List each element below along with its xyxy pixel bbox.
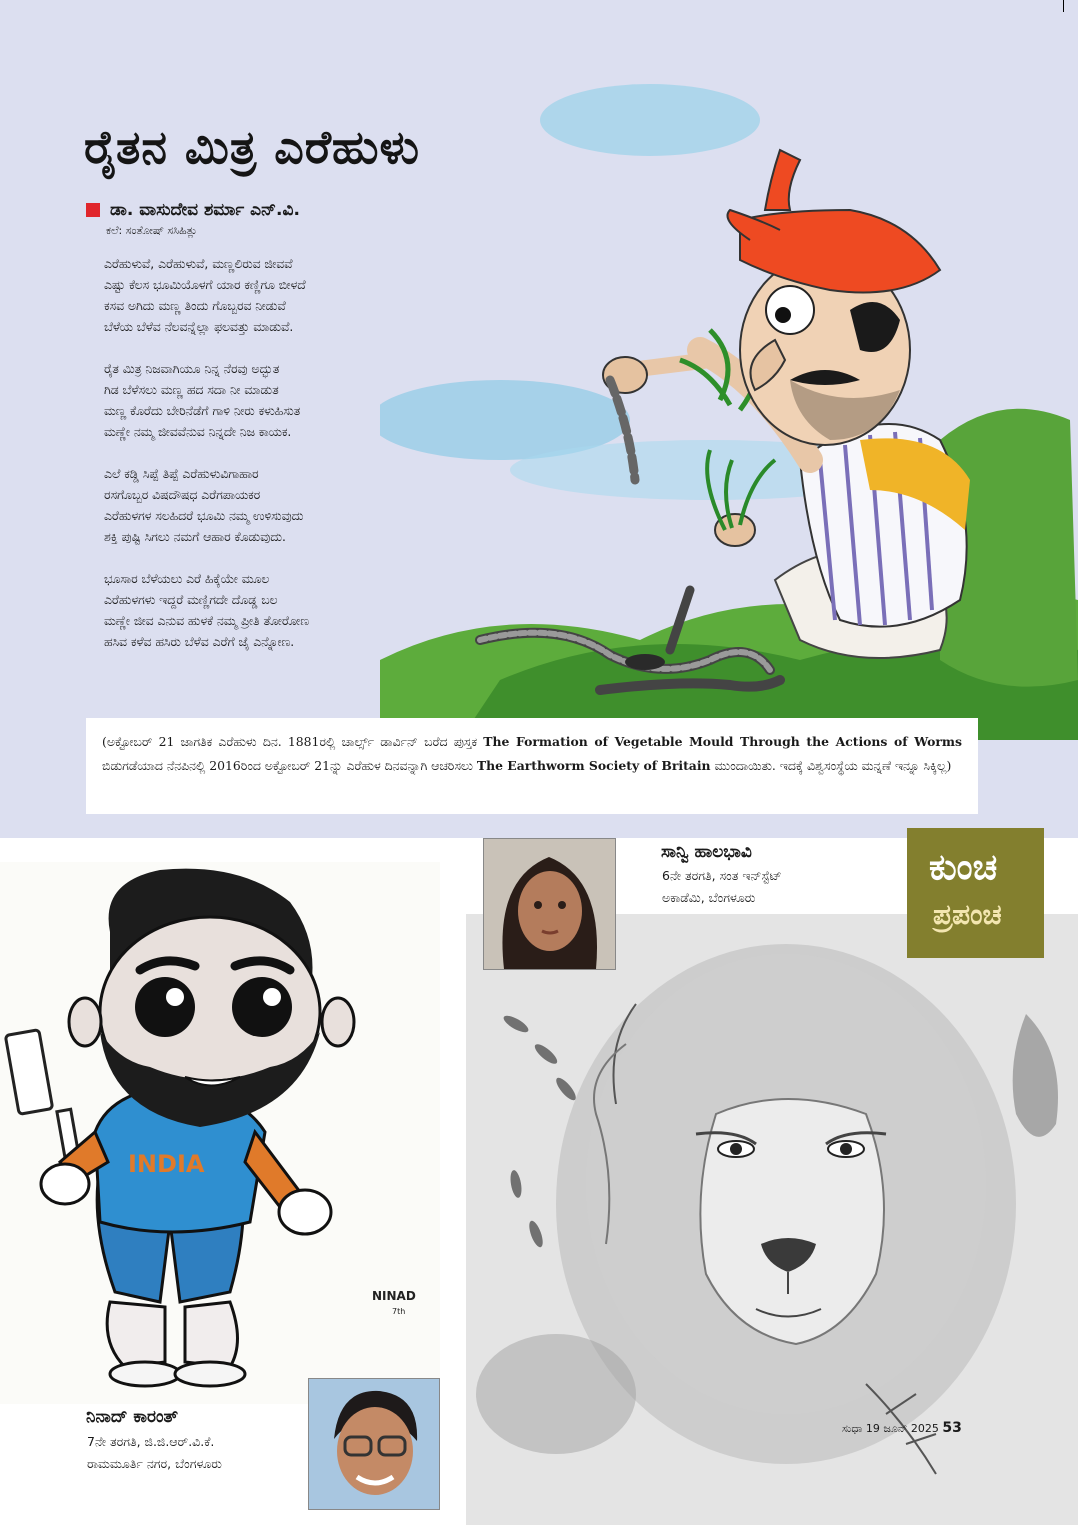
left-artist-name: ನಿನಾದ್ ಕಾರಂತ್ <box>86 1407 179 1427</box>
cricketer-drawing-art <box>0 862 440 1404</box>
poem-line: ಕಸವ ಅಗಿದು ಮಣ್ಣ ತಿಂದು ಗೊಬ್ಬರವ ನೀಡುವೆ <box>104 299 286 313</box>
right-artist-name: ಸಾನ್ವಿ ಹಾಲಭಾವಿ <box>661 842 752 862</box>
artist-signature: NINAD <box>372 1289 416 1303</box>
kuncha-prapancha-badge <box>907 828 1044 958</box>
note-society-name: The Earthworm Society of Britain <box>476 758 711 773</box>
art-credit: ಕಲೆ: ಸಂತೋಷ್ ಸಸಿಹಿತ್ಲು <box>106 224 198 237</box>
badge-word: ಪ್ರಪಂಚ <box>933 898 1002 931</box>
left-artist-detail: 7ನೇ ತರಗತಿ, ಜಿ.ಜಿ.ಆರ್.ವಿ.ಕೆ. <box>87 1434 215 1449</box>
badge-word: ಕುಂಚ <box>929 846 998 888</box>
artist-photo-boy <box>308 1378 440 1510</box>
magazine-date: ಸುಧಾ 19 ಜೂನ್ 2025 <box>842 1422 939 1435</box>
boy-portrait <box>309 1379 439 1509</box>
poem-stanza <box>104 254 434 338</box>
author-name: ಡಾ. ವಾಸುದೇವ ಶರ್ಮಾ ಎನ್‌.ವಿ. <box>110 200 300 220</box>
poem-line: ಎರೆಹುಳುವೆ, ಎರೆಹುಳುವೆ, ಮಣ್ಣಲಿರುವ ಜೀವವೆ <box>104 257 293 271</box>
poem-line: ಎರೆಹುಳಗಳ ಸಲಹಿದರೆ ಭೂಮಿ ನಮ್ಮ ಉಳಿಸುವುದು <box>104 509 304 523</box>
poem-line: ಮಣ್ಣೇ ನಮ್ಮ ಜೀವವೆನುವ ನಿನ್ನದೇ ನಿಜ ಕಾಯಕ. <box>104 425 292 439</box>
poem-line: ರೈತ ಮಿತ್ರ ನಿಜವಾಗಿಯೂ ನಿನ್ನ ನೆರವು ಅದ್ಭುತ <box>104 362 280 376</box>
crop-mark <box>1063 0 1064 12</box>
poem-line: ಮಣ್ಣ ಕೊರೆದು ಬೇರಿನೆಡೆಗೆ ಗಾಳಿ ನೀರು ಕಳುಹಿಸುತ <box>104 404 301 418</box>
poem-line: ಎರೆಹುಳಗಳು ಇದ್ದರೆ ಮಣ್ಣಿಗದೇ ದೊಡ್ಡ ಬಲ <box>104 593 278 607</box>
cricketer-drawing <box>0 862 440 1404</box>
poem-line: ಶಕ್ತಿ ಪುಷ್ಟಿ ಸಿಗಲು ನಮಗೆ ಆಹಾರ ಕೊಡುವುದು. <box>104 530 286 544</box>
poem-line: ಎಲೆ ಕಡ್ಡಿ ಸಿಪ್ಪೆ ತಿಪ್ಪೆ ಎರೆಹುಳುವಿಗಾಹಾರ <box>104 467 259 481</box>
page-number: 53 <box>942 1420 962 1436</box>
poem-stanza <box>104 569 434 653</box>
lion-sketch-drawing <box>466 914 1078 1525</box>
right-artist-detail: ಅಕಾಡೆಮಿ, ಬೆಂಗಳೂರು <box>662 890 756 905</box>
girl-portrait <box>484 839 615 969</box>
poem-line: ಮಣ್ಣೇ ಜೀವ ಎನುವ ಹುಳಕೆ ನಮ್ಮ ಪ್ರೀತಿ ತೋರೋಣ <box>104 614 309 628</box>
jersey-text: INDIA <box>128 1150 205 1178</box>
poem-stanza <box>104 359 434 443</box>
earthworm-day-note <box>86 718 978 814</box>
note-text: (ಅಕ್ಟೋಬರ್ 21 ಜಾಗತಿಕ ಎರೆಹುಳು ದಿನ. 1881ರಲ್ಲಿ ಚಾರ್ಲ್ಸ್ ಡಾರ್ವಿನ್ ಬರೆದ ಪುಸ್ತಕ <box>102 734 484 749</box>
farmer-earthworm-illustration <box>380 60 1078 740</box>
note-text: ಬಿಡುಗಡೆಯಾದ ನೆನಪಿನಲ್ಲಿ 2016ರಿಂದ ಅಕ್ಟೋಬರ್ 21ನ್ನು ಎರೆಹುಳ ದಿನವನ್ನಾಗಿ ಆಚರಿಸಲು <box>102 758 477 773</box>
poem-line: ರಸಗೊಬ್ಬರ ವಿಷದೌಷಧ ಎರೆಗಪಾಯಕರ <box>104 488 261 502</box>
article-title: ರೈತನ ಮಿತ್ರ ಎರೆಹುಳು <box>84 120 421 174</box>
red-square-bullet-icon <box>86 203 100 217</box>
page-footer <box>842 1420 962 1436</box>
poem-line: ಭೂಸಾರ ಬೆಳೆಯಲು ಎರೆ ಹಿಕ್ಕೆಯೇ ಮೂಲ <box>104 572 270 586</box>
poem-line: ಗಿಡ ಬೆಳೆಸಲು ಮಣ್ಣ ಹದ ಸದಾ ನೀ ಮಾಡುತ <box>104 383 279 397</box>
poem <box>104 254 434 674</box>
note-book-title: The Formation of Vegetable Mould Through the Actions of Worms <box>483 734 962 749</box>
poem-line: ಬೆಳೆಯ ಬೆಳೆವ ನೆಲವನ್ನೆಲ್ಲಾ ಫಲವತ್ತು ಮಾಡುವೆ. <box>104 320 294 334</box>
note-text: ಮುಂದಾಯಿತು. ಇದಕ್ಕೆ ವಿಶ್ವಸಂಸ್ಥೆಯ ಮನ್ನಣೆ ಇನ್ನೂ ಸಿಕ್ಕಿಲ್ಲ) <box>710 758 952 773</box>
poem-line: ಎಷ್ಟು ಕೆಲಸ ಭೂಮಿಯೊಳಗೆ ಯಾರ ಕಣ್ಣಿಗೂ ಬೀಳದೆ <box>104 278 306 292</box>
poem-line: ಹಸಿವ ಕಳೆವ ಹಸಿರು ಬೆಳೆವ ಎರೆಗೆ ಜೈ ಎನ್ನೋಣ. <box>104 635 295 649</box>
poem-stanza <box>104 464 434 548</box>
author-byline <box>86 200 300 220</box>
artist-photo-girl <box>483 838 616 970</box>
lion-sketch-art <box>466 914 1078 1525</box>
right-artist-detail: 6ನೇ ತರಗತಿ, ಸಂತ ಇನ್‌ಸ್ಟೆಟ್ <box>662 868 782 883</box>
artist-signature-class: 7th <box>392 1307 406 1316</box>
left-artist-detail: ರಾಮಮೂರ್ತಿ ನಗರ, ಬೆಂಗಳೂರು <box>87 1456 222 1471</box>
